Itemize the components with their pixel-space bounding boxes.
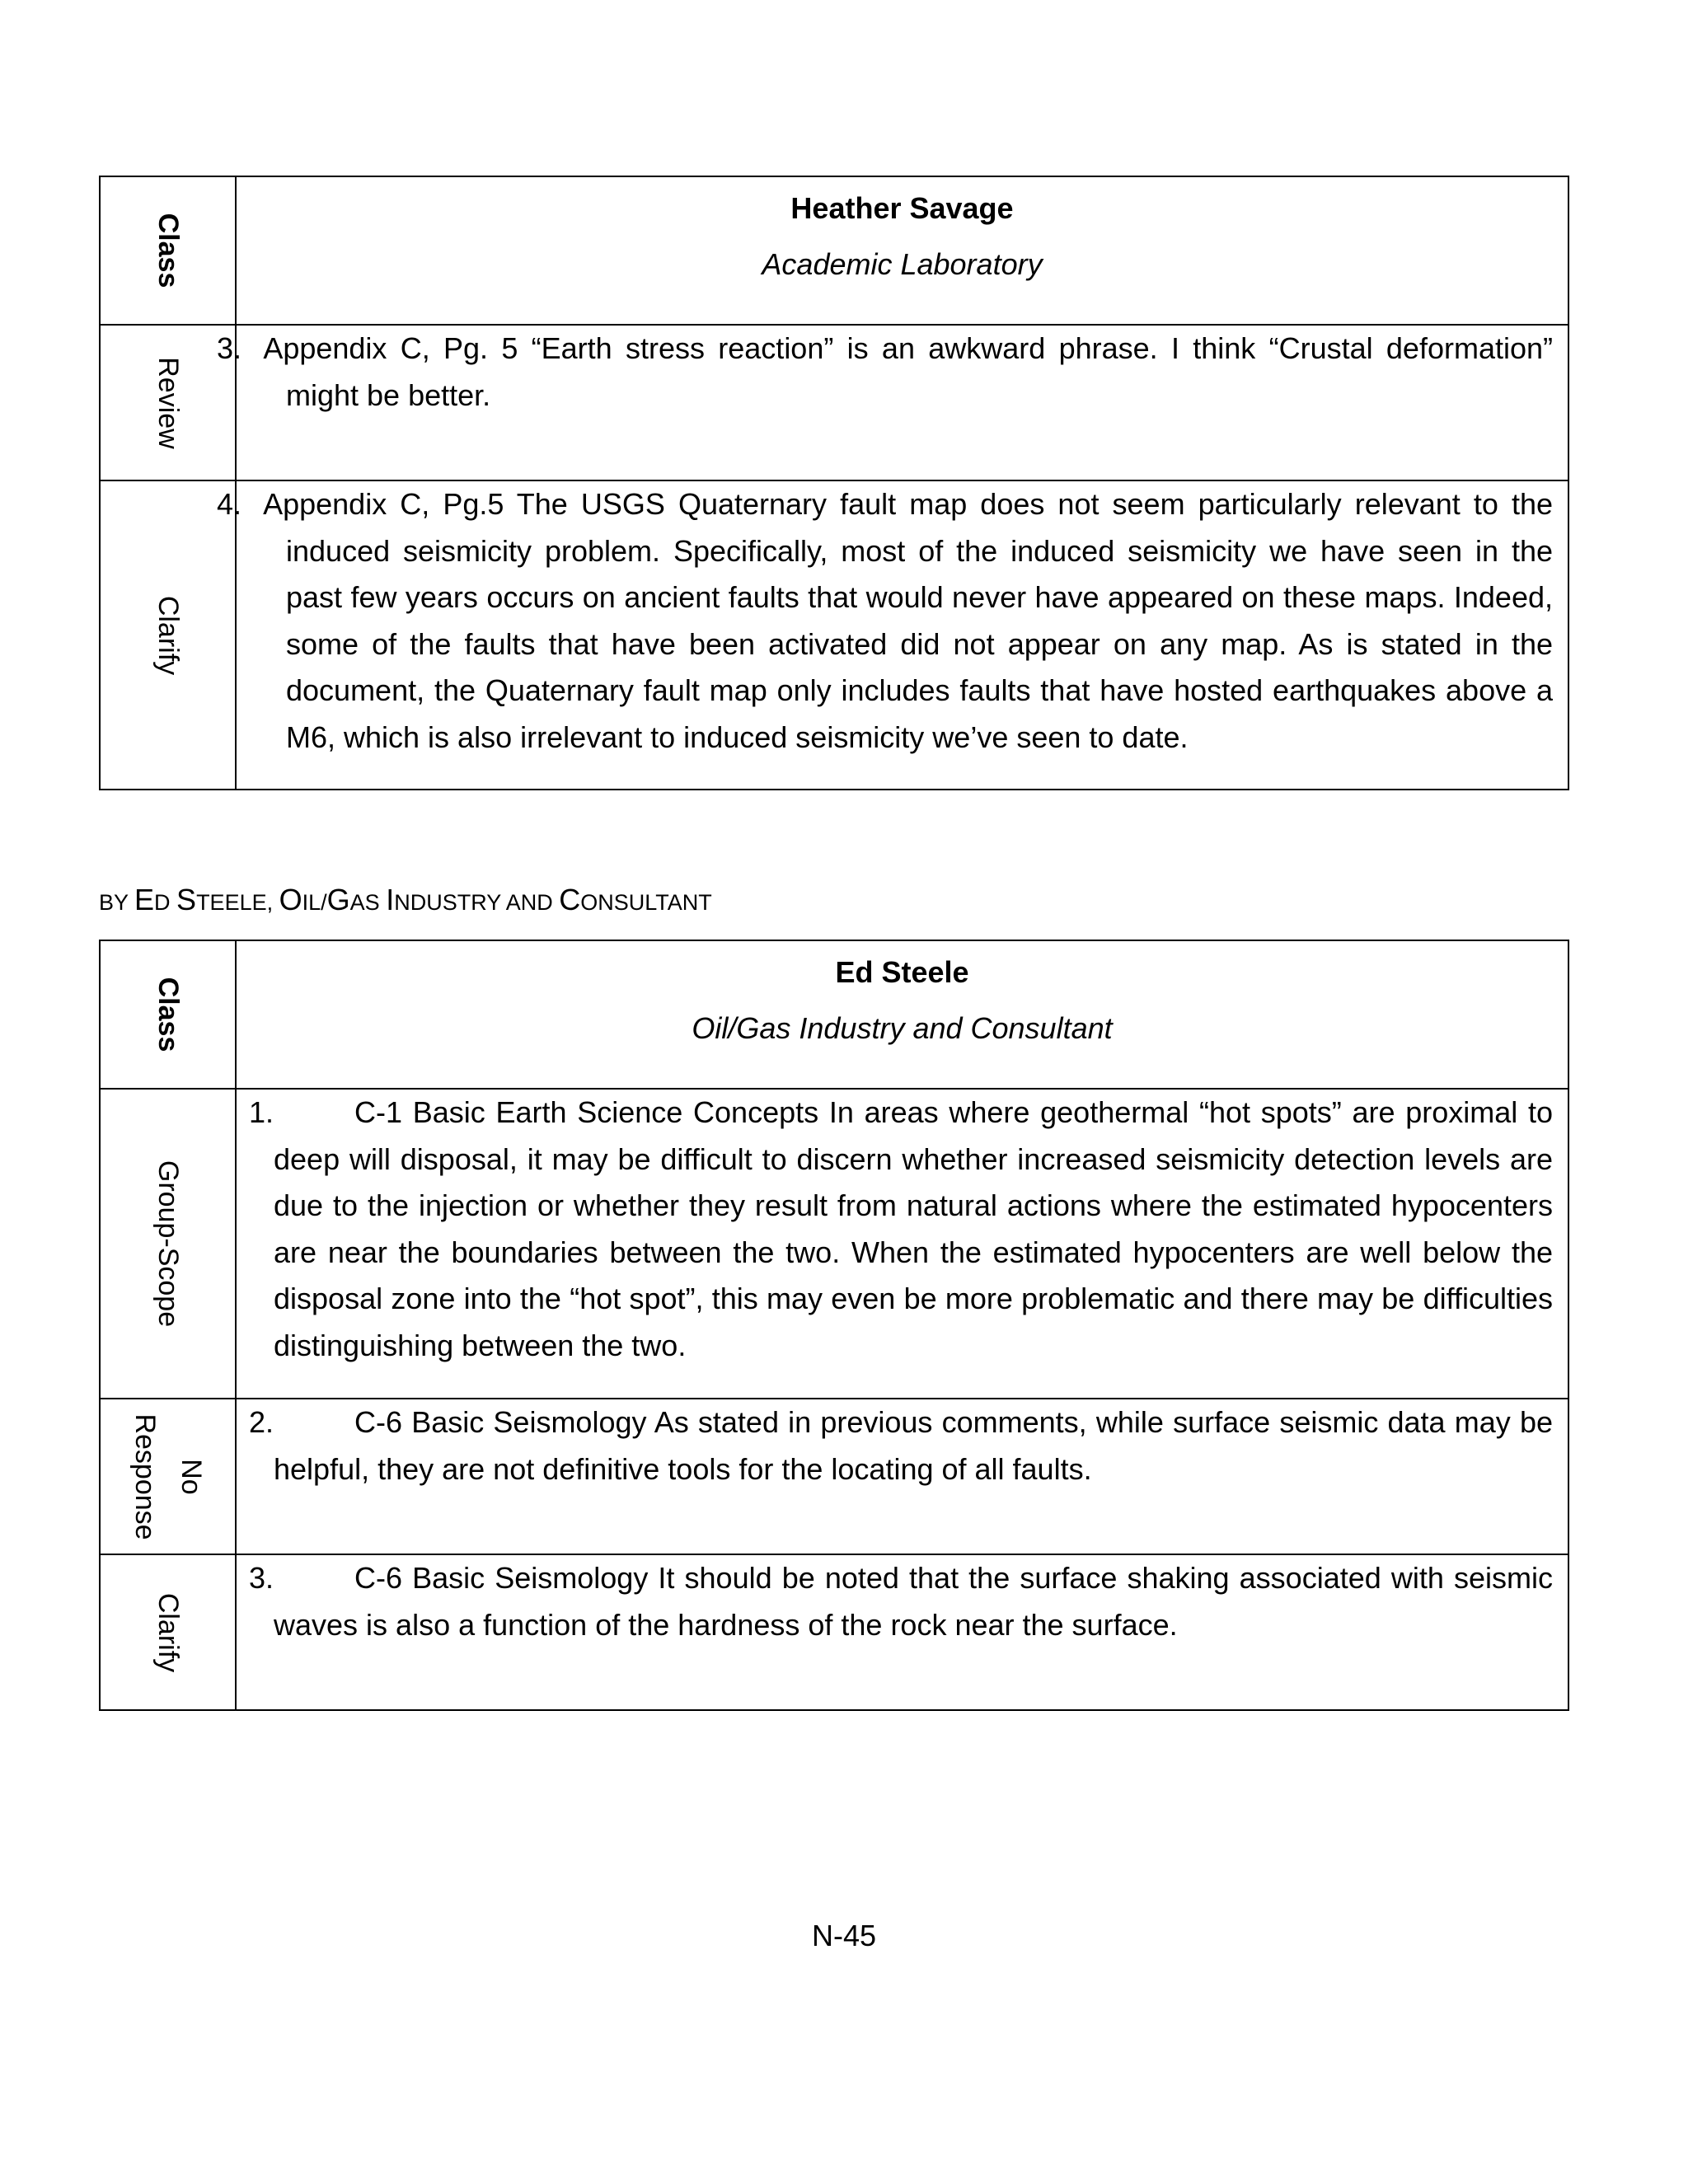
heading-part: IL/ — [302, 890, 327, 915]
class-cell — [100, 325, 236, 480]
commenter-affiliation: Oil/Gas Industry and Consultant — [692, 1011, 1113, 1045]
class-label: Clarify — [152, 595, 184, 675]
comment-table-steele — [99, 940, 1569, 1711]
commenter-header-cell — [236, 940, 1568, 1089]
heading-part: TEELE, — [196, 890, 279, 915]
comment-text — [237, 1090, 1568, 1369]
table-row — [100, 1399, 1568, 1554]
heading-part: O — [279, 883, 302, 916]
heading-part: AS — [349, 890, 387, 915]
class-cell — [100, 1399, 236, 1554]
comment-text — [237, 1555, 1568, 1648]
heading-part: I — [386, 883, 395, 916]
heading-part: C — [559, 883, 581, 916]
comment-cell — [217, 480, 1568, 790]
comment-cell — [236, 1554, 1568, 1710]
comment-table-savage — [99, 176, 1569, 790]
comment-cell — [236, 1399, 1568, 1554]
class-label — [122, 1413, 214, 1540]
heading-part: E — [134, 883, 155, 916]
comment-cell — [236, 1089, 1568, 1399]
comment-body: C-6 Basic Seismology It should be noted that the surface shaking associated with seismic waves is also a function of the hardness of the rock near the surface. — [274, 1561, 1553, 1642]
table-header-row — [100, 176, 1568, 325]
heading-part: NDUSTRY AND — [394, 890, 560, 915]
commenter-name: Ed Steele — [835, 955, 969, 989]
table-row — [100, 325, 1568, 480]
class-cell — [100, 1089, 236, 1399]
heading-part: ONSULTANT — [580, 890, 712, 915]
commenter-affiliation: Academic Laboratory — [762, 247, 1043, 281]
comment-text: 3. Appendix C, Pg. 5 “Earth stress reaction” is an awkward phrase. I think “Crustal deformation” might be better. — [217, 331, 1553, 412]
comment-body: Appendix C, Pg. 5 “Earth stress reaction” is an awkward phrase. I think “Crustal deformation” might be better. — [263, 331, 1553, 412]
comment-number: 3. — [249, 1561, 274, 1595]
class-header-label: Class — [152, 213, 184, 288]
comment-text: 4. Appendix C, Pg.5 The USGS Quaternary fault map does not seem particularly relevant to the induced seismicity problem. Specifically, most of the induced seismicity we have seen in the past few years occurs on ancient faults that would never have appeared on these maps. Indeed, some of the faults that have been activated did not appear on any map. As is stated in the document, the Quaternary fault map only includes faults that have hosted earthquakes above a M6, which is also irrelevant to induced seismicity we’ve seen to date. — [217, 487, 1553, 754]
commenter-name: Heather Savage — [790, 191, 1014, 225]
class-header-cell — [100, 940, 236, 1089]
comment-number: 2. — [249, 1405, 274, 1439]
heading-part: S — [176, 883, 197, 916]
heading-part: G — [326, 883, 350, 916]
table-header-row — [100, 940, 1568, 1089]
commenter-header-cell — [236, 176, 1568, 325]
class-label-line: Response — [129, 1413, 161, 1540]
table-row — [100, 1089, 1568, 1399]
comment-body: Appendix C, Pg.5 The USGS Quaternary fault map does not seem particularly relevant to the induced seismicity problem. Specifically, most of the induced seismicity we have seen in the past few years occurs on ancient faults that would never have appeared on these maps. Indeed, some of the faults that have been activated did not appear on any map. As is stated in the document, the Quaternary fault map only includes faults that have hosted earthquakes above a M6, which is also irrelevant to induced seismicity we’ve seen to date. — [263, 487, 1553, 754]
class-header-cell — [100, 176, 236, 325]
class-header-label: Class — [152, 977, 184, 1052]
comment-number: 1. — [249, 1095, 274, 1129]
comment-body: C-1 Basic Earth Science Concepts In areas where geothermal “hot spots” are proximal to deep will disposal, it may be difficult to discern whether increased seismicity detection levels are due to the injection or whether they result from natural actions where the estimated hypocenters are near the boundaries between the two. When the estimated hypocenters are well below the disposal zone into the “hot spot”, this may even be more problematic and there may be difficulties distinguishing between the two. — [274, 1095, 1553, 1362]
comment-body: C-6 Basic Seismology As stated in previous comments, while surface seismic data may be helpful, they are not definitive tools for the locating of all faults. — [274, 1405, 1553, 1486]
table-row — [100, 480, 1568, 790]
class-cell — [100, 1554, 236, 1710]
section-heading — [99, 882, 712, 921]
class-label: Review — [152, 356, 184, 449]
heading-part: D — [154, 890, 177, 915]
class-label: Clarify — [152, 1592, 184, 1672]
heading-part: BY — [99, 890, 135, 915]
page-number: N-45 — [811, 1919, 877, 1952]
comment-cell — [217, 325, 1568, 480]
class-label: Group-Scope — [152, 1160, 184, 1328]
comment-text — [237, 1399, 1568, 1493]
table-row — [100, 1554, 1568, 1710]
class-label-line: No — [175, 1458, 207, 1495]
class-cell — [100, 480, 236, 790]
